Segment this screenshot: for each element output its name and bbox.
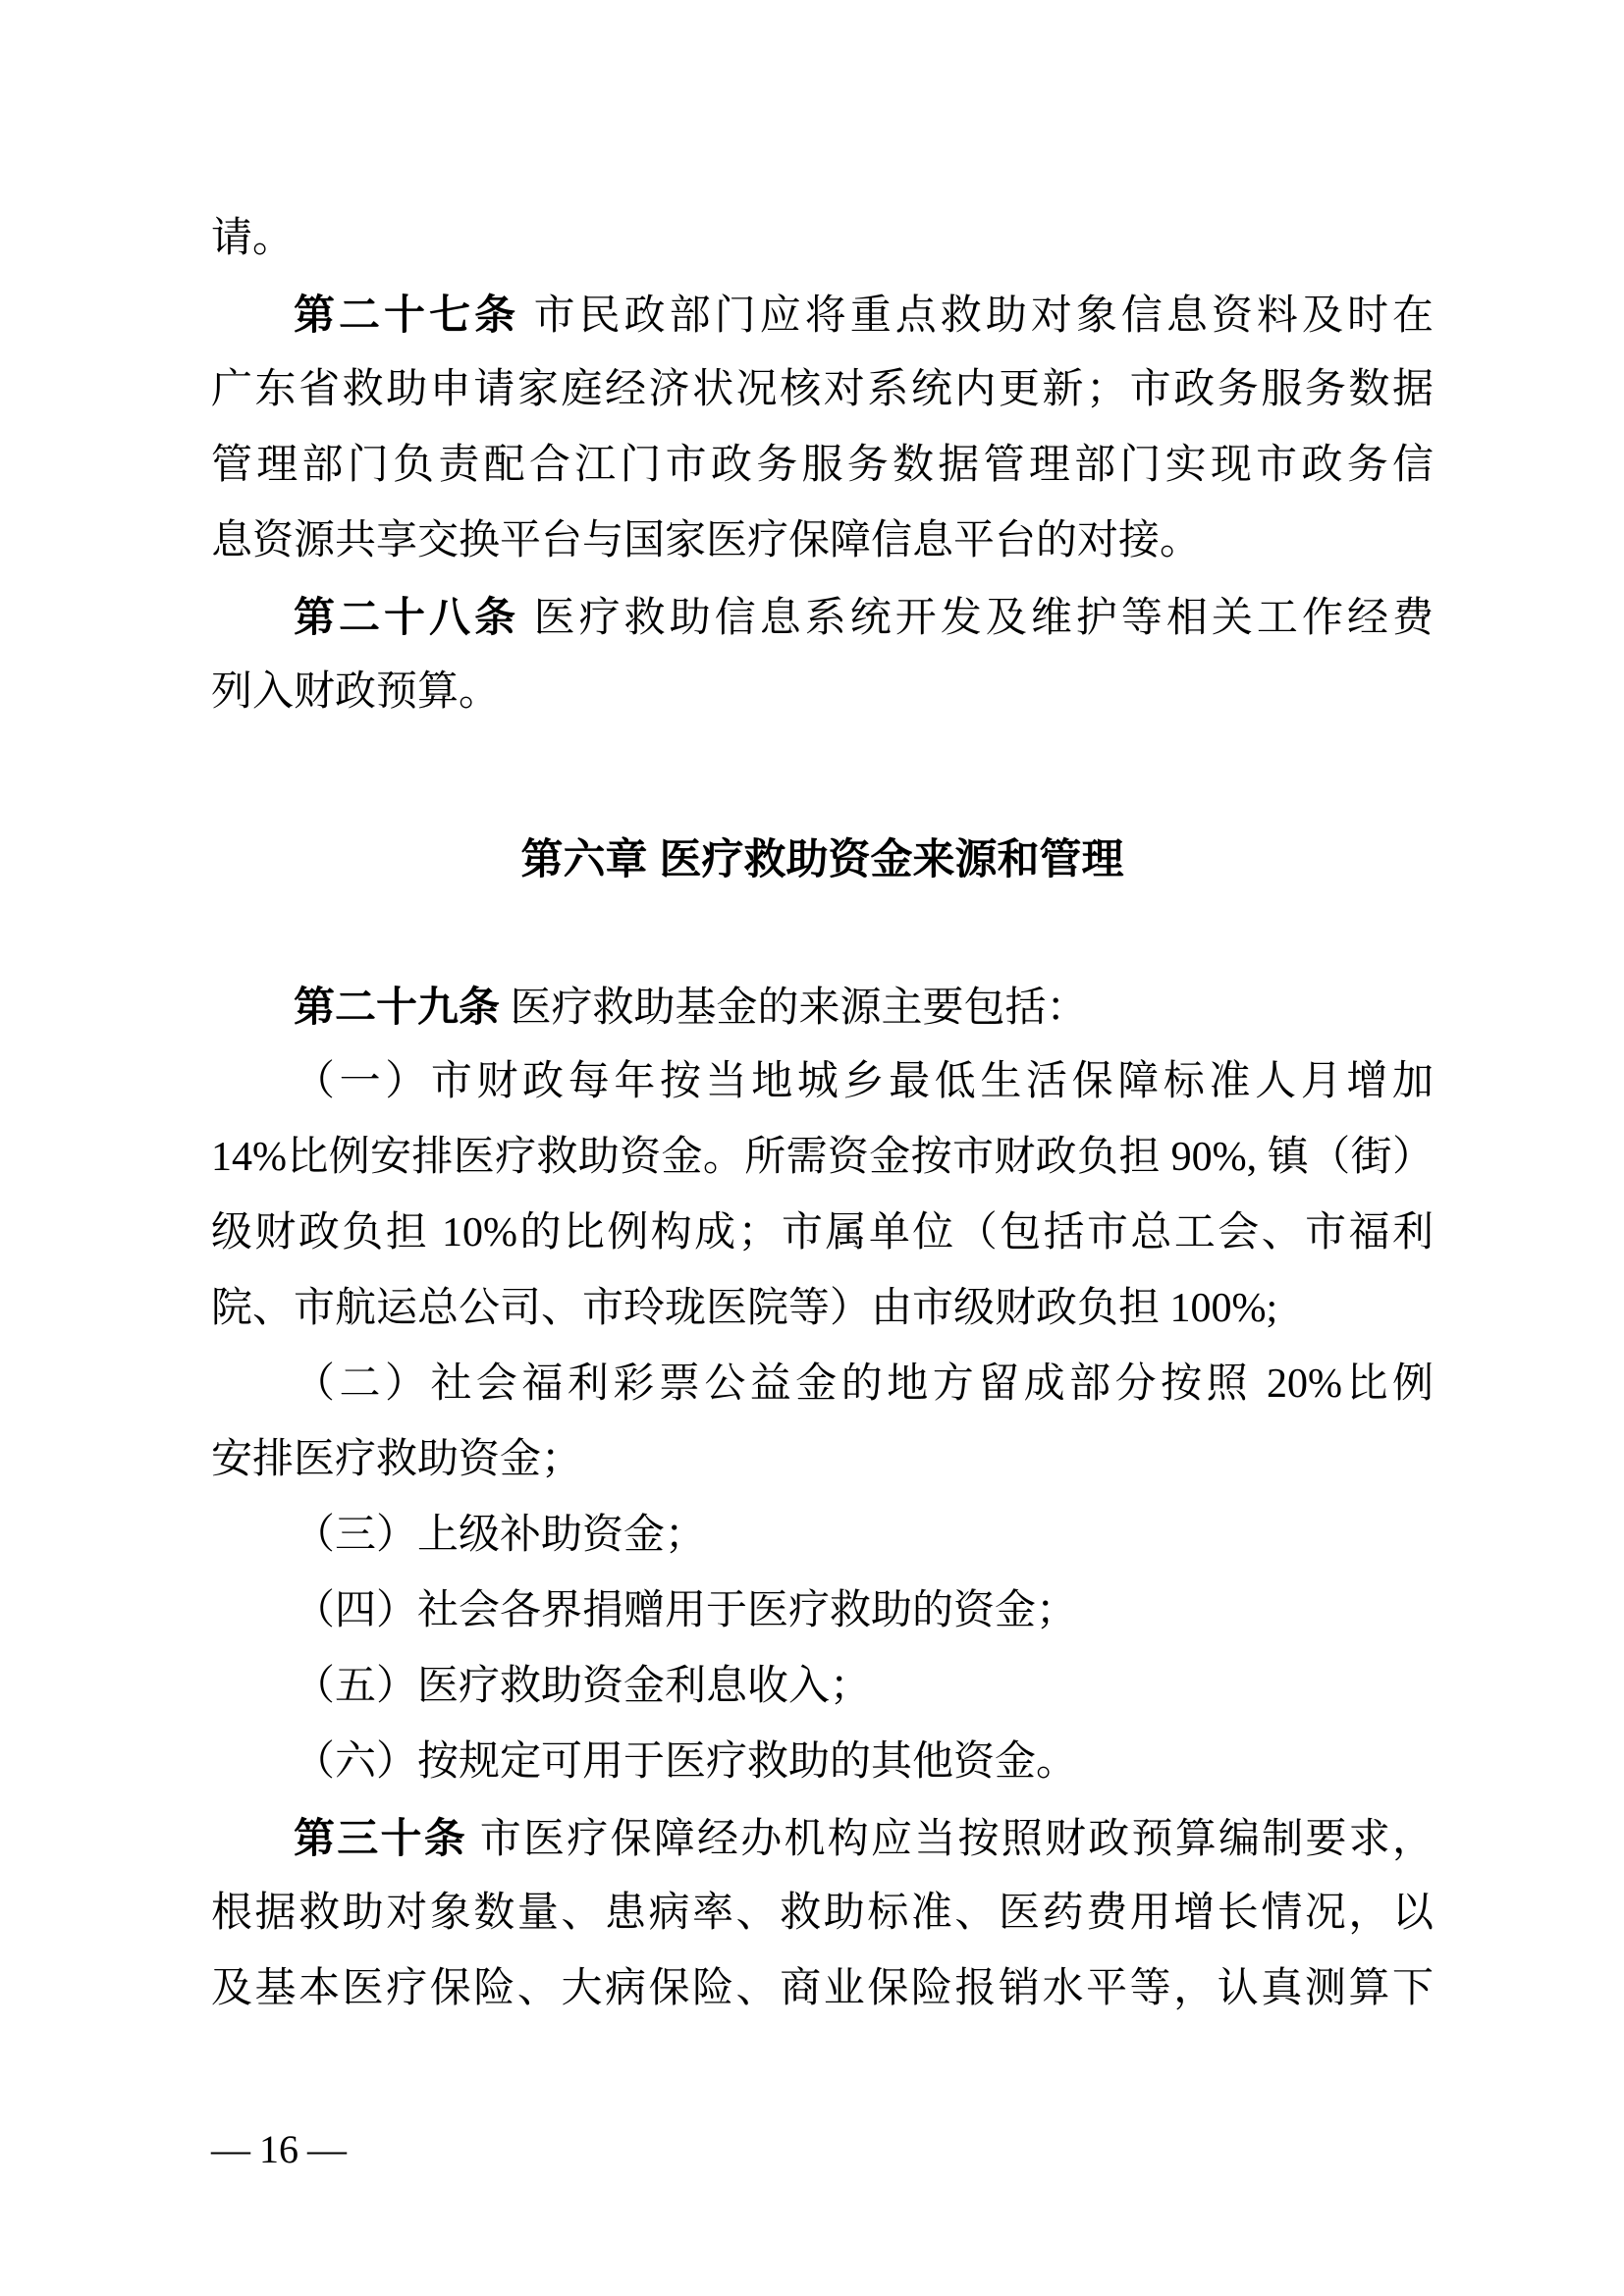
text-line [211,1347,1434,1422]
text-line [211,1876,1434,1951]
text-segment: （一）市财政每年按当地城乡最低生活保障标准人月增加 [294,1059,1434,1104]
text-segment: （四）社会各界捐赠用于医疗救助的资金； [294,1588,1078,1633]
text-line [211,969,1434,1044]
text-segment: 14%比例安排医疗救助资金。所需资金按市财政负担 90%, 镇（街） [211,1135,1434,1180]
text-line [211,1800,1434,1876]
chapter-heading: 第六章 医疗救助资金来源和管理 [520,836,1124,883]
article-number: 第二十九条 [294,984,501,1030]
text-line [211,277,1434,352]
text-segment: 请。 [211,216,295,261]
text-line [211,352,1434,428]
text-segment: 及基本医疗保险、大病保险、商业保险报销水平等，认真测算下 [211,1966,1434,2011]
text-segment: （二）社会福利彩票公益金的地方留成部分按照 20%比例 [294,1362,1434,1407]
text-line [211,1649,1434,1725]
text-segment: 市民政部门应将重点救助对象信息资料及时在 [519,294,1434,339]
text-segment: 院、市航运总公司、市玲珑医院等）由市级财政负担 100%; [211,1286,1278,1331]
text-line [211,1725,1434,1800]
text-line [211,1196,1434,1271]
text-line [211,504,1434,579]
text-segment: （六）按规定可用于医疗救助的其他资金。 [294,1739,1078,1785]
text-segment: 管理部门负责配合江门市政务服务数据管理部门实现市政务信 [211,443,1434,488]
text-line [211,1574,1434,1649]
text-line [211,1498,1434,1574]
text-segment: 安排医疗救助资金； [211,1437,583,1482]
text-segment: （三）上级补助资金； [294,1513,707,1558]
footer-dash-right: — [307,2127,347,2171]
article-number: 第二十七条 [294,292,520,338]
text-segment: 医疗救助基金的来源主要包括： [500,986,1088,1031]
text-line [211,1044,1434,1120]
text-line [211,1951,1434,2027]
text-segment: 市医疗保障经办机构应当按照财政预算编制要求， [467,1817,1434,1862]
text-segment: （五）医疗救助资金利息收入； [294,1664,872,1709]
article-number: 第三十条 [294,1815,467,1861]
body-text-upper [211,201,1434,730]
article-number: 第二十八条 [294,594,520,640]
text-segment: 根据救助对象数量、患病率、救助标准、医药费用增长情况，以 [211,1891,1434,1936]
text-line [211,1271,1434,1347]
text-line [211,1422,1434,1498]
text-line [211,579,1434,655]
footer-dash-left: — [211,2127,250,2171]
text-segment: 广东省救助申请家庭经济状况核对系统内更新；市政务服务数据 [211,367,1434,412]
page-footer [211,2126,347,2173]
text-line [211,1120,1434,1196]
text-line [211,201,1434,277]
text-line [211,428,1434,504]
text-segment: 列入财政预算。 [211,669,501,715]
body-text-lower [211,969,1434,2027]
text-segment: 息资源共享交换平台与国家医疗保障信息平台的对接。 [211,518,1202,563]
page-number: 16 [259,2127,298,2171]
text-segment: 级财政负担 10%的比例构成；市属单位（包括市总工会、市福利 [211,1210,1434,1255]
text-line [211,655,1434,730]
text-segment: 医疗救助信息系统开发及维护等相关工作经费 [519,596,1434,641]
